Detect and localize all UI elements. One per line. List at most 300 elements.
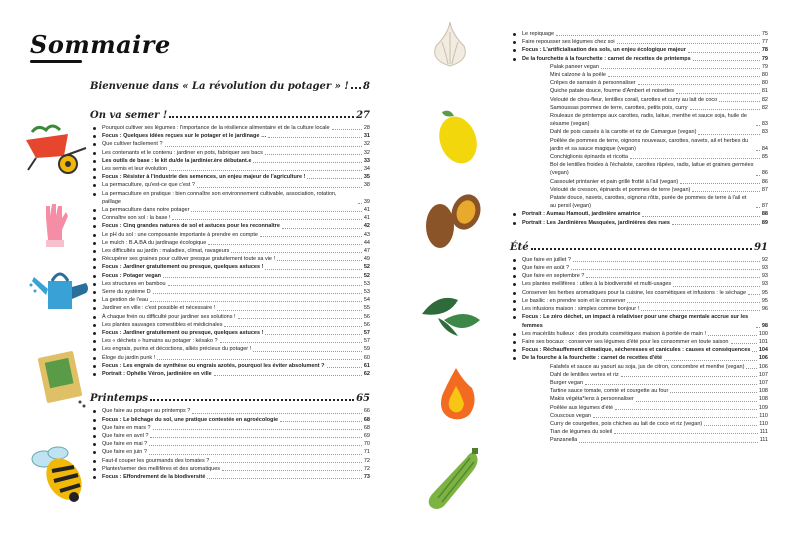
toc-page-number: 110 [759, 420, 768, 427]
toc-entry[interactable] [90, 362, 370, 370]
toc-page-number: 108 [758, 396, 768, 403]
toc-entry[interactable] [90, 157, 370, 165]
toc-entry[interactable] [90, 288, 370, 296]
toc-subentry[interactable] [510, 412, 768, 420]
toc-right-column [510, 30, 768, 445]
toc-entry[interactable] [510, 280, 768, 288]
toc-leader-dots [169, 170, 362, 171]
toc-page-number: 107 [758, 379, 768, 386]
toc-page-number: 85 [761, 154, 768, 161]
toc-leader-dots [280, 421, 362, 422]
toc-entry[interactable] [90, 416, 370, 424]
toc-subentry[interactable] [510, 363, 768, 371]
toc-page-number: 95 [761, 297, 768, 304]
toc-entry[interactable] [90, 222, 370, 230]
toc-leader-dots [708, 335, 757, 336]
toc-section-heading[interactable] [510, 241, 768, 254]
toc-leader-dots [680, 183, 760, 184]
section-leader-dots [531, 248, 752, 250]
toc-page-number: 62 [363, 371, 370, 378]
toc-page-number: 87 [761, 203, 768, 210]
toc-leader-dots [641, 310, 760, 311]
toc-leader-dots [282, 228, 362, 229]
toc-entry[interactable] [90, 465, 370, 473]
toc-leader-dots [214, 375, 362, 376]
toc-page-number: 86 [761, 170, 768, 177]
toc-entry-text: Focus : Effondrement de la biodiversité [102, 473, 206, 480]
toc-leader-dots [277, 260, 362, 261]
toc-leader-dots [690, 109, 760, 110]
toc-leader-dots [756, 150, 760, 151]
toc-leader-dots [664, 360, 757, 361]
toc-leader-dots [157, 359, 362, 360]
toc-entry-text: Poêlée aux légumes d'été [550, 404, 614, 411]
toc-page-number: 72 [363, 457, 370, 464]
toc-leader-dots [746, 368, 756, 369]
toc-entry[interactable] [90, 214, 370, 222]
toc-entry[interactable] [90, 432, 370, 440]
toc-entry[interactable] [90, 132, 370, 140]
toc-page-number: 56 [363, 321, 370, 328]
toc-page-number: 41 [363, 207, 370, 214]
toc-entry-text: Focus : Le zéro déchet, un impact à relativiser pour une charge mentale accrue sur les femmes [522, 314, 749, 329]
toc-entry[interactable] [90, 407, 370, 415]
toc-entry[interactable] [510, 338, 768, 346]
toc-leader-dots [163, 277, 362, 278]
toc-entry-text: Falafels et sauce au yaourt au soja, jus de citron, concombre et menthe (vegan) [550, 363, 745, 370]
toc-entry[interactable] [90, 231, 370, 239]
toc-entry[interactable] [90, 448, 370, 456]
toc-page-number: 96 [761, 306, 768, 313]
toc-entry[interactable] [510, 330, 768, 338]
toc-page-number: 72 [363, 465, 370, 472]
toc-page-number: 60 [363, 354, 370, 361]
toc-page-number: 28 [363, 125, 370, 131]
section-page-number: 27 [356, 110, 370, 121]
toc-leader-dots [585, 384, 757, 385]
toc-page-number: 86 [761, 178, 768, 185]
toc-leader-dots [693, 60, 760, 61]
toc-entry-text: Couscous vegan [550, 412, 591, 419]
toc-page-number: 35 [363, 174, 370, 181]
toc-page-number: 93 [761, 273, 768, 280]
toc-entry-text: Velouté de cresson, épinards et pommes de terre (vegan) [550, 186, 691, 193]
toc-entry-text: Quiche patate douce, fourme d'Ambert et noisettes [550, 88, 674, 95]
toc-leader-dots [211, 462, 362, 463]
toc-entry[interactable] [90, 321, 370, 329]
toc-leader-dots [149, 454, 362, 455]
toc-page-number: 82 [761, 104, 768, 111]
toc-leader-dots [207, 478, 362, 479]
toc-leader-dots [621, 376, 757, 377]
toc-entry-text: Faut-il couper les gourmands des tomates ? [102, 457, 210, 464]
toc-entry-text: Les plantes sauvages comestibles et médicinales [102, 321, 223, 328]
section-label: On va semer ! [90, 110, 168, 121]
toc-leader-dots [719, 101, 760, 102]
toc-page-number: 75 [761, 31, 768, 37]
toc-leader-dots [265, 269, 362, 270]
toc-subentry[interactable] [510, 194, 768, 210]
toc-subentry[interactable] [510, 387, 768, 395]
toc-leader-dots [672, 224, 760, 225]
toc-page-number: 32 [363, 149, 370, 156]
toc-subentry[interactable] [510, 379, 768, 387]
toc-page-number: 100 [758, 330, 768, 337]
toc-leader-dots [153, 293, 362, 294]
toc-entry[interactable] [90, 140, 370, 148]
toc-entry-text: Les contenants et le contenu : jardiner en pots, fabriquer ses bacs [102, 149, 263, 156]
toc-leader-dots [253, 351, 362, 352]
toc-entry[interactable] [510, 289, 768, 297]
toc-entry-text: Les « déchets » humains au potager : késako ? [102, 338, 218, 345]
section-page-number: 91 [754, 241, 768, 253]
toc-entry-text: Éloge du jardin punk ! [102, 354, 156, 361]
toc-entry[interactable] [90, 165, 370, 173]
toc-entry-text: Conchiglionis épinards et ricotta [550, 154, 628, 161]
toc-page-number: 93 [761, 281, 768, 288]
toc-subentry[interactable] [510, 71, 768, 79]
toc-entry[interactable] [90, 424, 370, 432]
toc-entry[interactable] [90, 457, 370, 465]
toc-section-heading[interactable] [90, 80, 370, 93]
toc-leader-dots [307, 178, 361, 179]
toc-leader-dots [327, 367, 362, 368]
toc-leader-dots [615, 409, 757, 410]
toc-leader-dots [692, 191, 760, 192]
toc-entry-text: Le basilic : en prendre soin et le conserver [522, 297, 626, 304]
toc-page-number: 107 [758, 371, 768, 378]
toc-page-number: 95 [761, 289, 768, 296]
toc-page-number: 42 [363, 223, 370, 230]
toc-page-number: 39 [363, 198, 370, 205]
toc-leader-dots [150, 437, 361, 438]
toc-entry[interactable] [90, 354, 370, 362]
toc-entry-text: La permaculture, qu'est-ce que c'est ? [102, 182, 195, 189]
toc-leader-dots [260, 236, 362, 237]
toc-leader-dots [153, 429, 362, 430]
toc-entry-text: Connaître son sol : la base ! [102, 215, 171, 222]
toc-page-number: 106 [758, 363, 768, 370]
toc-entry-text: Les infusions maison : simples comme bonjour ! [522, 306, 640, 313]
toc-leader-dots [571, 269, 760, 270]
toc-leader-dots [688, 52, 760, 53]
toc-page-number: 79 [761, 63, 768, 70]
toc-entry[interactable] [90, 473, 370, 481]
toc-entry-text: Cassoulet printanier et pain grillé frotté à l'ail (vegan) [550, 178, 679, 185]
toc-subentry[interactable] [510, 420, 768, 428]
toc-entry-text: Portrait : Ophélie Véron, jardinière en ville [102, 371, 212, 378]
toc-section-heading[interactable] [90, 392, 370, 405]
toc-leader-dots [752, 351, 756, 352]
toc-leader-dots [197, 187, 362, 188]
toc-entry-text: Les plantes mellifères : utiles à la biodiversité et multi-usages [522, 281, 672, 288]
toc-leader-dots [556, 35, 760, 36]
toc-subentry[interactable] [510, 186, 768, 194]
toc-entry-text: Le repiquage [522, 31, 555, 37]
toc-page-number: 80 [761, 80, 768, 87]
section-label: Printemps [90, 393, 149, 405]
potato-icon [422, 188, 488, 252]
toc-entry-text: Les semis et leur évolution [102, 166, 168, 173]
toc-page-number: 47 [363, 248, 370, 255]
toc-entry[interactable] [510, 38, 768, 46]
toc-entry-text: Dahl de pois cassés à la carotte et riz de Camargue (vegan) [550, 129, 697, 136]
section-label: Bienvenue dans « La révolution du potager » ! [90, 81, 349, 92]
toc-entry-text: Que faire en août ? [522, 265, 570, 272]
toc-subentry[interactable] [510, 436, 768, 444]
toc-entry-text: Focus : Jardiner gratuitement ou presque, quelques astuces ! [102, 264, 264, 271]
toc-entry-text: Les difficultés au jardin : maladies, climat, ravageurs [102, 248, 230, 255]
toc-entry[interactable] [90, 239, 370, 247]
toc-page-number: 88 [761, 211, 768, 218]
toc-leader-dots [168, 285, 362, 286]
toc-page-number: 84 [761, 145, 768, 152]
toc-section-heading[interactable] [90, 109, 370, 122]
toc-entry[interactable] [90, 337, 370, 345]
toc-entry-text: Focus : Cinq grandes natures de sol et astuces pour les reconnaître [102, 223, 280, 230]
toc-leader-dots [172, 219, 361, 220]
toc-leader-dots [238, 318, 362, 319]
title-underline [30, 60, 82, 63]
section-page-number: 65 [356, 393, 370, 405]
toc-entry[interactable] [90, 181, 370, 189]
toc-page-number: 109 [758, 404, 768, 411]
toc-leader-dots [601, 68, 760, 69]
toc-page-number: 108 [758, 388, 768, 395]
section-leader-dots [351, 87, 361, 89]
toc-entry[interactable] [510, 354, 768, 362]
toc-leader-dots [149, 445, 362, 446]
toc-entry-text: Que faire en mars ? [102, 424, 151, 431]
toc-page-number: 61 [363, 362, 370, 369]
toc-entry-text: Focus : Quelques idées reçues sur le potager et le jardinage … [102, 133, 267, 140]
toc-leader-dots [593, 417, 757, 418]
toc-page-number: 89 [761, 219, 768, 226]
toc-entry[interactable] [510, 272, 768, 280]
toc-leader-dots [217, 310, 362, 311]
toc-leader-dots [332, 129, 362, 130]
toc-entry[interactable] [510, 219, 768, 227]
toc-subentry[interactable] [510, 87, 768, 95]
toc-entry-text: Focus : Réchauffement climatique, sécheresses et canicules : causes et conséquences [522, 347, 751, 354]
toc-subentry[interactable] [510, 371, 768, 379]
toc-entry[interactable] [510, 305, 768, 313]
toc-page-number: 66 [363, 408, 370, 415]
toc-page-number: 80 [761, 72, 768, 79]
toc-subentry[interactable] [510, 137, 768, 153]
toc-page-number: 56 [363, 313, 370, 320]
toc-entry[interactable] [510, 256, 768, 264]
toc-leader-dots [704, 425, 757, 426]
toc-page-number: 38 [363, 182, 370, 189]
toc-page-number: 92 [761, 256, 768, 263]
toc-page-number: 110 [759, 412, 768, 419]
toc-subentry[interactable] [510, 112, 768, 128]
toc-leader-dots [676, 93, 760, 94]
toc-entry[interactable] [90, 304, 370, 312]
toc-page-number: 57 [363, 338, 370, 345]
toc-entry[interactable] [90, 206, 370, 214]
toc-entry[interactable] [90, 173, 370, 181]
toc-leader-dots [630, 158, 760, 159]
toc-entry[interactable] [510, 46, 768, 54]
toc-entry-text: Panzanella [550, 437, 578, 444]
toc-subentry[interactable] [510, 104, 768, 112]
toc-leader-dots [579, 442, 757, 443]
toc-subentry[interactable] [510, 128, 768, 136]
toc-entry-text: Le pH du sol : une composante importante à prendre en compte [102, 231, 258, 238]
toc-page-number: 49 [363, 256, 370, 263]
toc-entry[interactable] [510, 346, 768, 354]
toc-leader-dots [627, 302, 760, 303]
toc-entry-text: Focus : Les engrais de synthèse ou engrais azotés, pourquoi les éviter absolument ? [102, 362, 325, 369]
toc-entry[interactable] [90, 440, 370, 448]
toc-entry-text: Focus : Le bêchage du sol, une pratique contestée en agroécologie [102, 416, 279, 423]
toc-leader-dots [165, 146, 362, 147]
glove-icon [40, 200, 70, 250]
toc-entry[interactable] [90, 255, 370, 263]
toc-page-number: 104 [758, 347, 768, 354]
toc-leader-dots [220, 342, 362, 343]
toc-leader-dots [756, 207, 760, 208]
toc-leader-dots [208, 244, 362, 245]
toc-left-column [90, 80, 370, 481]
toc-entry-text: Que cultiver facilement ? [102, 141, 163, 148]
toc-leader-dots [265, 154, 362, 155]
toc-page-number: 68 [363, 416, 370, 423]
toc-page-number: 98 [761, 322, 768, 329]
toc-page-number: 78 [761, 47, 768, 54]
toc-page-number: 77 [761, 39, 768, 46]
toc-entry-text: Velouté de chou-fleur, lentilles corail, carottes et curry au lait de coco [550, 96, 718, 103]
toc-page-number: 33 [363, 157, 370, 164]
toc-entry-text: Rouleaux de printemps aux carottes, radis, laitue, menthe et sauce soja, huile de sésame (vegan) [550, 113, 747, 128]
toc-entry[interactable] [90, 272, 370, 280]
toc-page-number: 68 [363, 424, 370, 431]
toc-entry[interactable] [510, 30, 768, 38]
toc-subentry[interactable] [510, 161, 768, 177]
toc-entry[interactable] [90, 247, 370, 255]
toc-entry-text: De la fourchette à la fourchette : carnet de recettes de printemps [522, 55, 691, 62]
toc-entry-text: Makis végéta*iens à personnaliser [550, 396, 634, 403]
toc-subentry[interactable] [510, 404, 768, 412]
toc-entry[interactable] [510, 264, 768, 272]
toc-page-number: 53 [363, 289, 370, 296]
toc-page-number: 111 [759, 429, 768, 436]
toc-entry[interactable] [90, 149, 370, 157]
toc-leader-dots [756, 327, 760, 328]
toc-leader-dots [698, 134, 759, 135]
toc-entry-text: Faire ses bocaux : conserver ses légumes d'été pour les consommer en toute saison [522, 338, 729, 345]
toc-entry[interactable] [90, 296, 370, 304]
toc-leader-dots [268, 137, 361, 138]
toc-page-number: 93 [761, 265, 768, 272]
toc-entry[interactable] [90, 280, 370, 288]
toc-entry-text: Faire repousser ses légumes chez soi [522, 39, 615, 46]
toc-entry-text: Curry de courgettes, pois chiches au lait de coco et riz (vegan) [550, 420, 703, 427]
toc-leader-dots [617, 43, 760, 44]
toc-page-number: 52 [363, 264, 370, 271]
toc-page-number: 83 [761, 129, 768, 136]
toc-leader-dots [673, 286, 760, 287]
toc-entry-text: Conserver les herbes aromatiques pour la cuisine, les cosmétiques et infusions : le séchage [522, 289, 747, 296]
toc-page-number: 31 [363, 133, 370, 140]
toc-subentry[interactable] [510, 395, 768, 403]
flame-icon [436, 366, 478, 422]
bee-icon [30, 445, 92, 507]
toc-page-number: 81 [761, 88, 768, 95]
section-label: Été [510, 241, 529, 253]
toc-entry[interactable] [90, 345, 370, 353]
toc-entry-text: La permaculture dans notre potager [102, 207, 190, 214]
toc-page-number: 59 [363, 346, 370, 353]
toc-subentry[interactable] [510, 428, 768, 436]
toc-subentry[interactable] [510, 79, 768, 87]
toc-entry-text: Le mulch : B.A.BA du jardinage écologique [102, 239, 207, 246]
toc-leader-dots [636, 401, 757, 402]
toc-entry-text: Les structures en bambou [102, 280, 166, 287]
toc-entry[interactable] [90, 124, 370, 132]
toc-leader-dots [573, 261, 760, 262]
toc-page-number: 44 [363, 239, 370, 246]
toc-entry-text: La permaculture en pratique : bien connaître son environnement cultivable, association, rotation, paillage [102, 190, 337, 205]
toc-page-number: 82 [761, 96, 768, 103]
toc-entry[interactable] [510, 297, 768, 305]
toc-entry-text: Focus : Potager vegan [102, 272, 161, 279]
toc-entry-text: Bol de lentilles froides à l'échalote, carottes râpées, radis, laitue et graines germées (vegan) [550, 162, 754, 177]
toc-leader-dots [614, 433, 757, 434]
toc-page-number: 32 [363, 141, 370, 148]
toc-page-number: 70 [363, 441, 370, 448]
toc-entry-text: Poêlée de pommes de terre, oignons nouveaux, carottes, navets, ail et herbes du jardin et sa sauce magique (vegan) [550, 137, 749, 152]
toc-page-number: 57 [363, 330, 370, 337]
toc-leader-dots [608, 76, 760, 77]
toc-leader-dots [748, 294, 760, 295]
toc-entry[interactable] [510, 210, 768, 218]
toc-page-number: 52 [363, 272, 370, 279]
toc-leader-dots [756, 175, 760, 176]
toc-leader-dots [231, 252, 361, 253]
toc-entry-text: Portrait : Les Jardinières Masquées, jardinières des rues [522, 219, 670, 226]
toc-entry-text: Les macérâts huileux : des produits cosmétiques maison à portée de main ! [522, 330, 707, 337]
toc-page-number: 69 [363, 432, 370, 439]
toc-entry-text: Tian de légumes du soleil [550, 429, 613, 436]
toc-entry[interactable] [90, 313, 370, 321]
toc-page-number: 71 [363, 449, 370, 456]
toc-leader-dots [358, 203, 362, 204]
toc-entry[interactable] [90, 370, 370, 378]
toc-entry[interactable] [90, 263, 370, 271]
toc-subentry[interactable] [510, 178, 768, 186]
section-leader-dots [169, 116, 354, 118]
toc-subentry[interactable] [510, 96, 768, 104]
toc-subentry[interactable] [510, 63, 768, 71]
lemon-icon [428, 108, 482, 166]
garlic-icon [430, 20, 470, 70]
toc-entry-text: Pourquoi cultiver ses légumes : l'importance de la résilience alimentaire et de la culture locale [102, 125, 330, 131]
basil-icon [418, 290, 484, 338]
toc-entry-text: La gestion de l'eau [102, 297, 149, 304]
toc-subentry[interactable] [510, 153, 768, 161]
toc-entry-text: Que faire en juin ? [102, 449, 147, 456]
toc-entry-text: Jardiner en ville : c'est possible et nécessaire ! [102, 305, 216, 312]
toc-entry[interactable] [510, 313, 768, 329]
toc-entry[interactable] [90, 190, 370, 206]
toc-entry[interactable] [510, 55, 768, 63]
toc-entry[interactable] [90, 329, 370, 337]
toc-page-number: 83 [761, 121, 768, 128]
toc-entry-text: Burger vegan [550, 379, 584, 386]
